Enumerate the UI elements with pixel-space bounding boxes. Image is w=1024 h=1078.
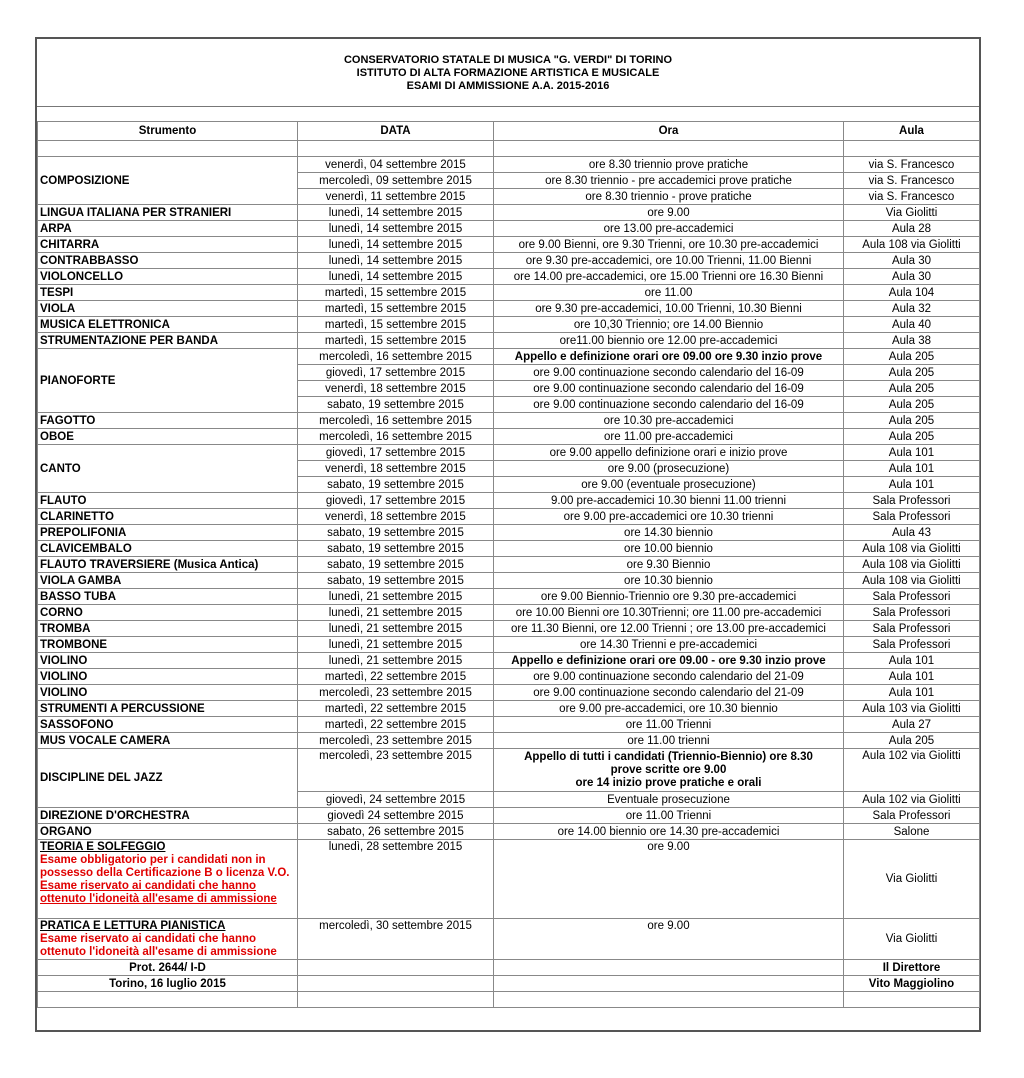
document-header bbox=[37, 39, 979, 107]
time-cell: ore 9.00 bbox=[494, 840, 844, 919]
table-row bbox=[38, 317, 980, 333]
date-cell: sabato, 19 settembre 2015 bbox=[298, 573, 494, 589]
date-cell: mercoledì, 09 settembre 2015 bbox=[298, 173, 494, 189]
table-row bbox=[38, 349, 980, 365]
table-row bbox=[38, 749, 980, 792]
table-row bbox=[38, 253, 980, 269]
time-cell: ore 9.30 pre-accademici, 10.00 Trienni, 10.30 Bienni bbox=[494, 301, 844, 317]
date-cell: venerdì, 04 settembre 2015 bbox=[298, 157, 494, 173]
time-cell: ore 11.00 bbox=[494, 285, 844, 301]
date-cell: martedì, 15 settembre 2015 bbox=[298, 333, 494, 349]
room-cell: Sala Professori bbox=[844, 621, 980, 637]
table-row bbox=[38, 701, 980, 717]
table-row bbox=[38, 525, 980, 541]
room-cell: Aula 205 bbox=[844, 733, 980, 749]
date-cell: lunedì, 28 settembre 2015 bbox=[298, 840, 494, 919]
time-cell: ore 9.00 continuazione secondo calendario del 16-09 bbox=[494, 381, 844, 397]
time-cell: ore 11.00 pre-accademici bbox=[494, 429, 844, 445]
date-cell: martedì, 15 settembre 2015 bbox=[298, 301, 494, 317]
time-cell: ore 9.00 continuazione secondo calendario del 21-09 bbox=[494, 685, 844, 701]
col-strumento: Strumento bbox=[38, 122, 298, 141]
date-cell: giovedì, 17 settembre 2015 bbox=[298, 365, 494, 381]
room-cell: Aula 40 bbox=[844, 317, 980, 333]
room-cell: Aula 103 via Giolitti bbox=[844, 701, 980, 717]
instrument-cell: PIANOFORTE bbox=[38, 349, 298, 413]
instrument-cell: FLAUTO bbox=[38, 493, 298, 509]
instrument-cell: CHITARRA bbox=[38, 237, 298, 253]
date-cell: mercoledì, 16 settembre 2015 bbox=[298, 429, 494, 445]
room-cell: Aula 108 via Giolitti bbox=[844, 237, 980, 253]
time-cell: ore 14.00 biennio ore 14.30 pre-accademici bbox=[494, 824, 844, 840]
time-cell: ore 14.30 biennio bbox=[494, 525, 844, 541]
table-row bbox=[38, 919, 980, 960]
table-row bbox=[38, 976, 980, 992]
instrument-cell: FAGOTTO bbox=[38, 413, 298, 429]
time-cell: ore 9.30 pre-accademici, ore 10.00 Trienni, 11.00 Bienni bbox=[494, 253, 844, 269]
table-row bbox=[38, 237, 980, 253]
table-row bbox=[38, 509, 980, 525]
room-cell: Aula 27 bbox=[844, 717, 980, 733]
instrument-cell: CLAVICEMBALO bbox=[38, 541, 298, 557]
place-date-cell: Torino, 16 luglio 2015 bbox=[38, 976, 298, 992]
date-cell: lunedì, 14 settembre 2015 bbox=[298, 237, 494, 253]
room-cell: Aula 205 bbox=[844, 349, 980, 365]
empty-cell bbox=[494, 960, 844, 976]
time-cell: Appello e definizione orari ore 09.00 - ore 9.30 inzio prove bbox=[494, 653, 844, 669]
time-cell: ore 10.00 Bienni ore 10.30Trienni; ore 11.00 pre-accademici bbox=[494, 605, 844, 621]
time-cell: ore 8.30 triennio prove pratiche bbox=[494, 157, 844, 173]
table-row bbox=[38, 685, 980, 701]
date-cell: sabato, 19 settembre 2015 bbox=[298, 557, 494, 573]
table-row bbox=[38, 333, 980, 349]
empty-cell bbox=[298, 992, 494, 1008]
room-cell: Aula 108 via Giolitti bbox=[844, 541, 980, 557]
instrument-name: PRATICA E LETTURA PIANISTICA bbox=[40, 920, 226, 932]
note-text: Esame riservato ai candidati che hanno ottenuto l'idoneità all'esame di ammissione bbox=[40, 933, 277, 958]
room-cell: Aula 205 bbox=[844, 381, 980, 397]
room-cell: Aula 28 bbox=[844, 221, 980, 237]
room-cell: Aula 102 via Giolitti bbox=[844, 792, 980, 808]
table-row bbox=[38, 541, 980, 557]
time-cell: Eventuale prosecuzione bbox=[494, 792, 844, 808]
time-cell: ore 9.00 Bienni, ore 9.30 Trienni, ore 10.30 pre-accademici bbox=[494, 237, 844, 253]
date-cell: mercoledì, 23 settembre 2015 bbox=[298, 749, 494, 792]
empty-cell bbox=[494, 976, 844, 992]
table-row bbox=[38, 840, 980, 919]
time-line: ore 14 inizio prove pratiche e orali bbox=[575, 776, 762, 789]
instrument-cell: STRUMENTAZIONE PER BANDA bbox=[38, 333, 298, 349]
instrument-cell: ORGANO bbox=[38, 824, 298, 840]
instrument-cell: CORNO bbox=[38, 605, 298, 621]
director-role-cell: Il Direttore bbox=[844, 960, 980, 976]
instrument-cell: STRUMENTI A PERCUSSIONE bbox=[38, 701, 298, 717]
table-row bbox=[38, 413, 980, 429]
table-row bbox=[38, 301, 980, 317]
date-cell: martedì, 22 settembre 2015 bbox=[298, 669, 494, 685]
date-cell: venerdì, 18 settembre 2015 bbox=[298, 381, 494, 397]
table-row bbox=[38, 445, 980, 461]
date-cell: lunedì, 21 settembre 2015 bbox=[298, 653, 494, 669]
room-cell: Aula 101 bbox=[844, 477, 980, 493]
empty-cell bbox=[844, 992, 980, 1008]
date-cell: lunedì, 21 settembre 2015 bbox=[298, 605, 494, 621]
note-text: Esame riservato ai candidati che hanno ottenuto l'idoneità all'esame di ammissione bbox=[40, 880, 277, 905]
date-cell: mercoledì, 16 settembre 2015 bbox=[298, 413, 494, 429]
date-cell: sabato, 19 settembre 2015 bbox=[298, 541, 494, 557]
room-cell: via S. Francesco bbox=[844, 157, 980, 173]
instrument-cell: VIOLINO bbox=[38, 669, 298, 685]
table-row bbox=[38, 221, 980, 237]
instrument-cell: LINGUA ITALIANA PER STRANIERI bbox=[38, 205, 298, 221]
table-row bbox=[38, 960, 980, 976]
date-cell: sabato, 26 settembre 2015 bbox=[298, 824, 494, 840]
table-row bbox=[38, 589, 980, 605]
table-row bbox=[38, 157, 980, 173]
date-cell: mercoledì, 23 settembre 2015 bbox=[298, 733, 494, 749]
date-cell: lunedì, 21 settembre 2015 bbox=[298, 621, 494, 637]
instrument-cell: DIREZIONE D'ORCHESTRA bbox=[38, 808, 298, 824]
instrument-cell: VIOLA GAMBA bbox=[38, 573, 298, 589]
date-cell: venerdì, 11 settembre 2015 bbox=[298, 189, 494, 205]
date-cell: mercoledì, 16 settembre 2015 bbox=[298, 349, 494, 365]
col-ora: Ora bbox=[494, 122, 844, 141]
spacer-row bbox=[38, 141, 980, 157]
date-cell: venerdì, 18 settembre 2015 bbox=[298, 461, 494, 477]
document-frame bbox=[35, 37, 981, 1032]
table-row bbox=[38, 992, 980, 1008]
time-cell: ore 9.00 pre-accademici ore 10.30 trienni bbox=[494, 509, 844, 525]
date-cell: venerdì, 18 settembre 2015 bbox=[298, 509, 494, 525]
date-cell: giovedì, 24 settembre 2015 bbox=[298, 792, 494, 808]
table-row bbox=[38, 269, 980, 285]
instrument-cell: CONTRABBASSO bbox=[38, 253, 298, 269]
date-cell: sabato, 19 settembre 2015 bbox=[298, 397, 494, 413]
table-row bbox=[38, 605, 980, 621]
empty-cell bbox=[38, 992, 298, 1008]
room-cell: Aula 205 bbox=[844, 413, 980, 429]
director-name-cell: Vito Maggiolino bbox=[844, 976, 980, 992]
instrument-cell: MUSICA ELETTRONICA bbox=[38, 317, 298, 333]
date-cell: lunedì, 21 settembre 2015 bbox=[298, 589, 494, 605]
time-cell: ore 9.00 (eventuale prosecuzione) bbox=[494, 477, 844, 493]
room-cell: Sala Professori bbox=[844, 808, 980, 824]
date-cell: lunedì, 14 settembre 2015 bbox=[298, 253, 494, 269]
col-data: DATA bbox=[298, 122, 494, 141]
room-cell: Aula 101 bbox=[844, 653, 980, 669]
room-cell: Aula 30 bbox=[844, 253, 980, 269]
time-cell: ore 8.30 triennio - pre accademici prove pratiche bbox=[494, 173, 844, 189]
room-cell: Via Giolitti bbox=[844, 840, 980, 919]
instrument-cell: DISCIPLINE DEL JAZZ bbox=[38, 749, 298, 808]
table-row bbox=[38, 493, 980, 509]
room-cell: Salone bbox=[844, 824, 980, 840]
table-row bbox=[38, 557, 980, 573]
col-aula: Aula bbox=[844, 122, 980, 141]
room-cell: Via Giolitti bbox=[844, 919, 980, 960]
time-cell: 9.00 pre-accademici 10.30 bienni 11.00 trienni bbox=[494, 493, 844, 509]
room-cell: Aula 101 bbox=[844, 669, 980, 685]
room-cell: via S. Francesco bbox=[844, 173, 980, 189]
exam-schedule-table bbox=[37, 121, 980, 1008]
time-cell: ore 11.00 trienni bbox=[494, 733, 844, 749]
table-row bbox=[38, 653, 980, 669]
time-cell: ore 10,30 Triennio; ore 14.00 Biennio bbox=[494, 317, 844, 333]
time-cell: ore 14.00 pre-accademici, ore 15.00 Trienni ore 16.30 Bienni bbox=[494, 269, 844, 285]
room-cell: Aula 205 bbox=[844, 365, 980, 381]
instrument-cell: CLARINETTO bbox=[38, 509, 298, 525]
room-cell: Aula 205 bbox=[844, 429, 980, 445]
header-line-3: ESAMI DI AMMISSIONE A.A. 2015-2016 bbox=[406, 80, 610, 92]
table-body bbox=[38, 141, 980, 1008]
table-row bbox=[38, 669, 980, 685]
date-cell: martedì, 15 settembre 2015 bbox=[298, 285, 494, 301]
date-cell: lunedì, 14 settembre 2015 bbox=[298, 269, 494, 285]
room-cell: Sala Professori bbox=[844, 493, 980, 509]
instrument-cell: MUS VOCALE CAMERA bbox=[38, 733, 298, 749]
instrument-cell: COMPOSIZIONE bbox=[38, 157, 298, 205]
table-row bbox=[38, 429, 980, 445]
instrument-cell: TROMBONE bbox=[38, 637, 298, 653]
instrument-cell: TESPI bbox=[38, 285, 298, 301]
date-cell: lunedì, 14 settembre 2015 bbox=[298, 221, 494, 237]
instrument-cell: BASSO TUBA bbox=[38, 589, 298, 605]
time-cell: ore11.00 biennio ore 12.00 pre-accademici bbox=[494, 333, 844, 349]
room-cell: Aula 108 via Giolitti bbox=[844, 573, 980, 589]
date-cell: giovedì, 17 settembre 2015 bbox=[298, 445, 494, 461]
room-cell: Aula 101 bbox=[844, 445, 980, 461]
room-cell: Aula 30 bbox=[844, 269, 980, 285]
table-row bbox=[38, 824, 980, 840]
time-cell: ore 9.00 continuazione secondo calendario del 16-09 bbox=[494, 397, 844, 413]
instrument-cell: PREPOLIFONIA bbox=[38, 525, 298, 541]
time-cell: ore 9.00 Biennio-Triennio ore 9.30 pre-accademici bbox=[494, 589, 844, 605]
empty-cell bbox=[298, 976, 494, 992]
instrument-cell: CANTO bbox=[38, 445, 298, 493]
instrument-cell: VIOLINO bbox=[38, 653, 298, 669]
room-cell: Sala Professori bbox=[844, 605, 980, 621]
table-row bbox=[38, 717, 980, 733]
time-cell: ore 11.00 Trienni bbox=[494, 717, 844, 733]
room-cell: Via Giolitti bbox=[844, 205, 980, 221]
time-cell: ore 14.30 Trienni e pre-accademici bbox=[494, 637, 844, 653]
instrument-cell: OBOE bbox=[38, 429, 298, 445]
instrument-cell: FLAUTO TRAVERSIERE (Musica Antica) bbox=[38, 557, 298, 573]
empty-cell bbox=[494, 992, 844, 1008]
date-cell: mercoledì, 23 settembre 2015 bbox=[298, 685, 494, 701]
date-cell: martedì, 15 settembre 2015 bbox=[298, 317, 494, 333]
date-cell: lunedì, 21 settembre 2015 bbox=[298, 637, 494, 653]
time-cell: ore 8.30 triennio - prove pratiche bbox=[494, 189, 844, 205]
date-cell: sabato, 19 settembre 2015 bbox=[298, 525, 494, 541]
date-cell: giovedì 24 settembre 2015 bbox=[298, 808, 494, 824]
time-cell: ore 9.30 Biennio bbox=[494, 557, 844, 573]
instrument-cell: TROMBA bbox=[38, 621, 298, 637]
date-cell: martedì, 22 settembre 2015 bbox=[298, 717, 494, 733]
instrument-cell bbox=[38, 840, 298, 919]
time-cell: ore 9.00 continuazione secondo calendario del 21-09 bbox=[494, 669, 844, 685]
instrument-cell bbox=[38, 919, 298, 960]
room-cell: Aula 104 bbox=[844, 285, 980, 301]
time-cell bbox=[494, 749, 844, 792]
table-row bbox=[38, 573, 980, 589]
time-cell: ore 9.00 bbox=[494, 205, 844, 221]
table-header-row bbox=[38, 122, 980, 141]
room-cell: Aula 108 via Giolitti bbox=[844, 557, 980, 573]
instrument-cell: ARPA bbox=[38, 221, 298, 237]
room-cell: Aula 32 bbox=[844, 301, 980, 317]
header-line-1: CONSERVATORIO STATALE DI MUSICA "G. VERDI" DI TORINO bbox=[343, 54, 673, 66]
time-cell: ore 9.00 appello definizione orari e inizio prove bbox=[494, 445, 844, 461]
room-cell: Aula 38 bbox=[844, 333, 980, 349]
time-cell: ore 13.00 pre-accademici bbox=[494, 221, 844, 237]
instrument-cell: VIOLONCELLO bbox=[38, 269, 298, 285]
time-cell: Appello e definizione orari ore 09.00 ore 9.30 inzio prove bbox=[494, 349, 844, 365]
room-cell: Sala Professori bbox=[844, 589, 980, 605]
date-cell: mercoledì, 30 settembre 2015 bbox=[298, 919, 494, 960]
time-cell: ore 9.00 pre-accademici, ore 10.30 biennio bbox=[494, 701, 844, 717]
instrument-name: TEORIA E SOLFEGGIO bbox=[40, 841, 166, 853]
time-cell: ore 10.30 pre-accademici bbox=[494, 413, 844, 429]
table-row bbox=[38, 808, 980, 824]
instrument-cell: VIOLA bbox=[38, 301, 298, 317]
table-row bbox=[38, 285, 980, 301]
table-row bbox=[38, 733, 980, 749]
instrument-cell: SASSOFONO bbox=[38, 717, 298, 733]
note-text: Esame obbligatorio per i candidati non in possesso della Certificazione B o licenza V.O. bbox=[40, 854, 290, 879]
room-cell: Aula 43 bbox=[844, 525, 980, 541]
table-row bbox=[38, 637, 980, 653]
time-cell: ore 10.00 biennio bbox=[494, 541, 844, 557]
room-cell: Aula 205 bbox=[844, 397, 980, 413]
instrument-cell: VIOLINO bbox=[38, 685, 298, 701]
date-cell: lunedì, 14 settembre 2015 bbox=[298, 205, 494, 221]
time-cell: ore 9.00 bbox=[494, 919, 844, 960]
room-cell: Sala Professori bbox=[844, 509, 980, 525]
time-cell: ore 9.00 (prosecuzione) bbox=[494, 461, 844, 477]
date-cell: giovedì, 17 settembre 2015 bbox=[298, 493, 494, 509]
time-cell: ore 11.00 Trienni bbox=[494, 808, 844, 824]
table-row bbox=[38, 205, 980, 221]
header-line-2: ISTITUTO DI ALTA FORMAZIONE ARTISTICA E MUSICALE bbox=[356, 67, 660, 79]
table-row bbox=[38, 621, 980, 637]
room-cell: Sala Professori bbox=[844, 637, 980, 653]
time-cell: ore 11.30 Bienni, ore 12.00 Trienni ; ore 13.00 pre-accademici bbox=[494, 621, 844, 637]
room-cell: Aula 101 bbox=[844, 461, 980, 477]
protocol-cell: Prot. 2644/ I-D bbox=[38, 960, 298, 976]
time-cell: ore 9.00 continuazione secondo calendario del 16-09 bbox=[494, 365, 844, 381]
time-cell: ore 10.30 biennio bbox=[494, 573, 844, 589]
date-cell: martedì, 22 settembre 2015 bbox=[298, 701, 494, 717]
room-cell: Aula 101 bbox=[844, 685, 980, 701]
room-cell: via S. Francesco bbox=[844, 189, 980, 205]
empty-cell bbox=[298, 960, 494, 976]
room-cell: Aula 102 via Giolitti bbox=[844, 749, 980, 792]
date-cell: sabato, 19 settembre 2015 bbox=[298, 477, 494, 493]
time-line: Appello di tutti i candidati (Triennio-Biennio) ore 8.30 bbox=[524, 750, 813, 763]
time-line: prove scritte ore 9.00 bbox=[610, 763, 727, 776]
